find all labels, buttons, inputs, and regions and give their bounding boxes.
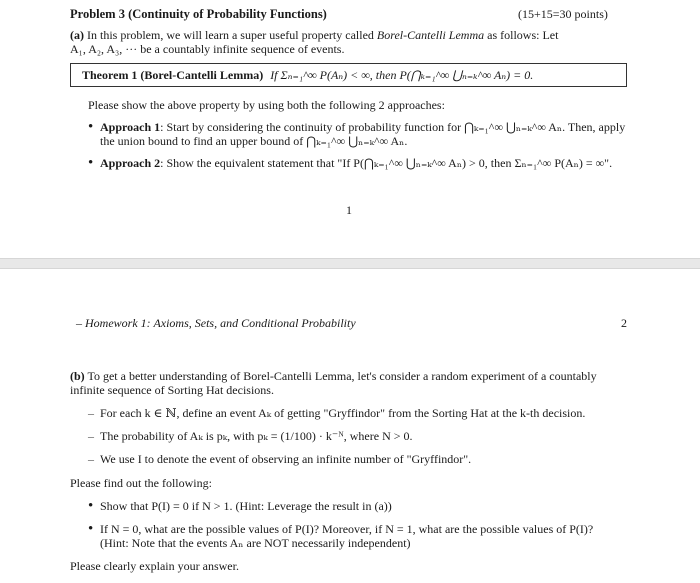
- find-out-text: Please find out the following:: [70, 476, 212, 490]
- definition-item-2: The probability of Aₖ is pₖ, with pₖ = (1/100) · k⁻ᴺ, where N > 0.: [100, 429, 413, 443]
- part-b-line-1: [70, 369, 597, 384]
- part-a-label: (a): [70, 28, 84, 42]
- part-a-line-2: A₁, A₂, A₃, ··· be a countably infinite sequence of events.: [70, 42, 345, 56]
- bullet-icon: •: [88, 119, 94, 135]
- dash-icon: –: [88, 452, 94, 466]
- approach-2-line: [100, 156, 612, 171]
- approach-1-label: Approach 1: [100, 120, 161, 134]
- bullet-icon: •: [88, 155, 94, 171]
- dash-icon: –: [88, 429, 94, 443]
- document-page-2: [0, 268, 700, 583]
- part-a-property-name: Borel-Cantelli Lemma: [376, 28, 485, 42]
- question-1: Show that P(I) = 0 if N > 1. (Hint: Leverage the result in (a)): [100, 499, 392, 513]
- theorem-line: [82, 68, 533, 83]
- document-page-1: [0, 0, 700, 259]
- page-number-2: 2: [621, 316, 627, 330]
- part-b-label: (b): [70, 369, 85, 383]
- closing-text: Please clearly explain your answer.: [70, 559, 239, 573]
- approach-2-label: Approach 2: [100, 156, 161, 170]
- approach-1-text: : Start by considering the continuity of probability function for ⋂ₖ₌₁^∞ ⋃ₙ₌ₖ^∞ Aₙ. Then, apply: [160, 120, 626, 134]
- theorem-label: Theorem 1 (Borel-Cantelli Lemma): [82, 68, 264, 82]
- bullet-icon: •: [88, 498, 94, 514]
- problem-title: Problem 3 (Continuity of Probability Functions): [70, 7, 327, 21]
- bullet-icon: •: [88, 521, 94, 537]
- definition-item-3: We use I to denote the event of observing an infinite number of "Gryffindor".: [100, 452, 472, 466]
- points-label: (15+15=30 points): [518, 7, 608, 21]
- question-2-line-2: (Hint: Note that the events Aₙ are NOT necessarily independent): [100, 536, 411, 550]
- instruction-text: Please show the above property by using both the following 2 approaches:: [88, 98, 445, 112]
- approach-1-line-2: the union bound to find an upper bound of ⋂ₖ₌₁^∞ ⋃ₙ₌ₖ^∞ Aₙ.: [100, 134, 408, 148]
- part-a-text-1-end: as follows: Let: [487, 28, 559, 42]
- question-2-line-1: If N = 0, what are the possible values of P(I)? Moreover, if N = 1, what are the possible values of P(I)?: [100, 522, 594, 536]
- page-number-1: 1: [346, 203, 352, 217]
- theorem-statement: If Σₙ₌₁^∞ P(Aₙ) < ∞, then P(⋂ₖ₌₁^∞ ⋃ₙ₌ₖ^∞ Aₙ) = 0.: [270, 68, 534, 82]
- dash-icon: –: [88, 406, 94, 420]
- part-b-line-2: infinite sequence of Sorting Hat decisions.: [70, 383, 274, 397]
- approach-1-line-1: [100, 120, 625, 135]
- part-a-text-1: In this problem, we will learn a super useful property called: [87, 28, 374, 42]
- definition-item-1: For each k ∈ ℕ, define an event Aₖ of getting "Gryffindor" from the Sorting Hat at the k-th decision.: [100, 406, 586, 420]
- part-a-line-1: [70, 28, 558, 43]
- approach-2-text: : Show the equivalent statement that "If P(⋂ₖ₌₁^∞ ⋃ₙ₌ₖ^∞ Aₙ) > 0, then Σₙ₌₁^∞ P(Aₙ) = ∞".: [160, 156, 613, 170]
- running-header: – Homework 1: Axioms, Sets, and Conditional Probability: [76, 316, 356, 330]
- part-b-text-1: To get a better understanding of Borel-Cantelli Lemma, let's consider a random experiment of a countably: [87, 369, 597, 383]
